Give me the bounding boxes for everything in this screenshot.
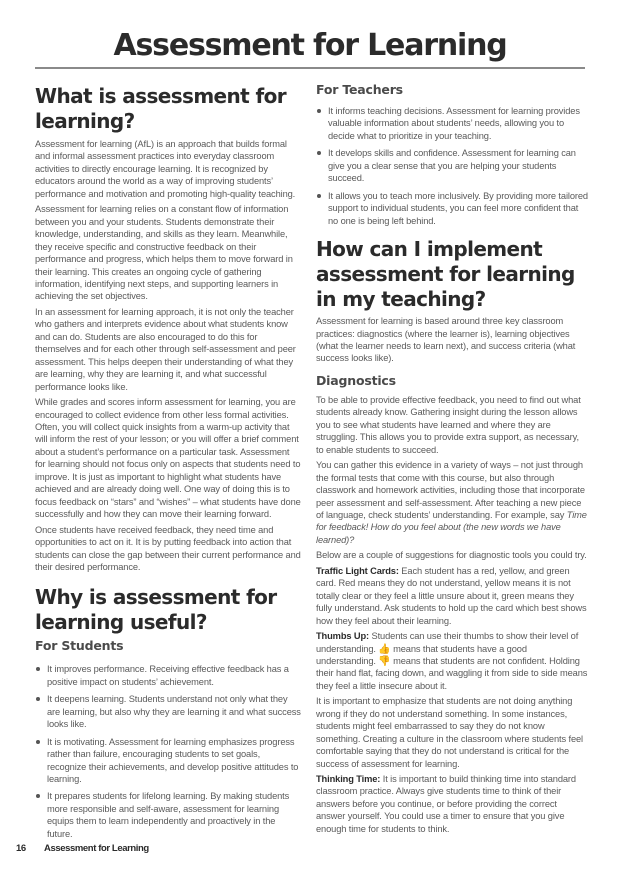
page-footer <box>16 843 149 854</box>
bullet-text: It is motivating. Assessment for learning emphasizes progress rather than failure, encouraging students to set goals, recognize their achievements, and develop positive attitudes to learning. <box>47 736 299 785</box>
diagnostics-paragraph: Below are a couple of suggestions for diagnostic tools you could try. <box>316 550 587 561</box>
thumbs-up-text: means that students have a good understanding. <box>316 643 527 666</box>
thinking-time-paragraph <box>316 773 588 835</box>
thinking-time-term: Thinking Time: <box>316 774 381 785</box>
traffic-light-cards-text: Each student has a red, yellow, and green card. Red means they do not understand, yellow means it is not totally clear or they feel a little unsure about it, green means they fully understand. Ask students to hold up the card which best shows how they feel about their learning. <box>316 565 587 626</box>
thumbs-up-paragraph <box>316 630 588 692</box>
left-column <box>35 84 301 845</box>
diagnostics-paragraph: To be able to provide effective feedback, you need to find out what students already know. Gathering insight during the lesson allows you to see what students have learned and where they are struggling. This allows you to provide extra support, as necessary, to enable students to succeed. <box>316 394 581 455</box>
what-paragraph: Assessment for learning relies on a constant flow of information between you and your students. Students demonstrate their knowledge, understanding, and skills as they learn. Meanwhile, they receive specific and constructive feedback on their performance and progress, which helps them to move forward in their learning. This creates an ongoing cycle of gathering information, identifying next steps, and supporting learners in achieving the set objectives. <box>35 204 293 302</box>
what-paragraph: Once students have received feedback, they need time and opportunities to act on it. It is by putting feedback into action that students can close the gap between their current performance and their desired performance. <box>35 524 301 572</box>
diagnostics-subheading: Diagnostics <box>316 372 396 388</box>
list-item <box>35 790 301 840</box>
diagnostics-text: You can gather this evidence in a variety of ways – not just through the formal tests that come with this course, but also through classwork and homework activities, including those that incorporate peer assessment and self-assessment. After teaching a new piece of language, check students’ understanding. For example, say <box>316 460 585 520</box>
thumbs-up-text: Students can use their thumbs to show their level of understanding. <box>316 631 579 654</box>
list-item <box>316 105 588 142</box>
bullet-text: It develops skills and confidence. Assessment for learning can give you a clear sense that you are helping your students succeed. <box>328 148 576 184</box>
what-paragraph: Assessment for learning (AfL) is an approach that builds formal and informal assessment practices into everyday classroom activities to directly encourage learning. It is recognized by educators around the world as a way of improving students’ performance and motivation and promoting high-quality teaching. <box>35 139 296 199</box>
important-paragraph: It is important to emphasize that students are not doing anything wrong if they do not understand something. In some instances, students might feel embarrassed to say they do not know something. Creating a culture in the classroom where students feel comfortable saying that they do not understand is critical for the success of assessment for learning. <box>316 696 583 769</box>
why-useful-heading: Why is assessment for learning useful? <box>35 585 277 635</box>
page-title: Assessment for Learning <box>113 28 507 63</box>
bullet-text: It improves performance. Receiving effective feedback has a positive impact on students’ achievement. <box>47 664 289 687</box>
for-students-subheading: For Students <box>35 638 124 654</box>
page-number: 16 <box>16 843 26 854</box>
bullet-icon <box>317 194 321 198</box>
feedback-prompt-example: Time for feedback! How do you feel about (the new words we have learned)? <box>316 509 587 545</box>
thumbs-up-term: Thumbs Up: <box>316 631 370 642</box>
list-item <box>35 663 301 688</box>
list-item <box>35 693 301 730</box>
running-title: Assessment for Learning <box>44 843 149 854</box>
traffic-light-cards-paragraph <box>316 565 588 627</box>
students-benefits-list <box>35 663 301 840</box>
list-item <box>35 736 301 786</box>
bullet-icon <box>317 151 321 155</box>
right-column <box>316 82 588 838</box>
bullet-icon <box>36 667 40 671</box>
diagnostics-paragraph <box>316 459 588 546</box>
thumbs-up-icon: 👍 <box>378 643 391 655</box>
list-item <box>316 147 588 184</box>
how-intro-paragraph: Assessment for learning is based around three key classroom practices: diagnostics (where the learner is), learning objectives (what the learner needs to learn next), and success criteria (what success looks like). <box>316 316 576 364</box>
how-implement-heading: How can I implement assessment for learning in my teaching? <box>316 237 575 312</box>
bullet-text: It prepares students for lifelong learning. By making students more responsible and self-aware, assessment for learning equips them to learn independently and proactively in the future. <box>47 791 290 839</box>
bullet-text: It informs teaching decisions. Assessment for learning provides valuable information about students’ needs, allowing you to decide what to prioritize in your teaching. <box>328 106 580 141</box>
bullet-icon <box>36 740 40 744</box>
what-paragraph: While grades and scores inform assessment for learning, you are encouraged to collect evidence from other less formal activities. Often, you will collect quick insights from a warm-up activity that will inform the rest of your lesson; or you will offer a brief comment about a student’s performance on a particular task. Assessment for learning should not focus only on aspects that students need to improve. It is just as important to highlight what students have achieved and are already doing well. One way of doing this is to focus feedback on “stars” and “wishes” – what students have done successfully and how they can move their learning forward. <box>35 397 301 520</box>
teachers-benefits-list <box>316 105 588 227</box>
thumbs-down-icon: 👎 <box>378 655 391 667</box>
traffic-light-cards-term: Traffic Light Cards: <box>316 565 399 576</box>
thinking-time-text: It is important to build thinking time into standard classroom practice. Always give students time to think of their answers before you continue, or before providing the correct answer yourself. You could use a timer to ensure that you give enough time for students to think. <box>316 774 576 834</box>
bullet-text: It allows you to teach more inclusively. By providing more tailored support to individual students, you can feel more confident that no one is being left behind. <box>328 190 588 226</box>
bullet-icon <box>36 794 40 798</box>
what-is-afl-heading: What is assessment for learning? <box>35 84 286 133</box>
what-paragraph: In an assessment for learning approach, it is not only the teacher who gathers and interprets evidence about what students know and can do. Students are also encouraged to do this for themselves and for each other through self-assessment and peer assessment. This helps deepen their understanding of what they are learning, why they are learning it, and what successful performance looks like. <box>35 306 296 392</box>
bullet-icon <box>36 697 40 701</box>
title-divider <box>35 67 585 69</box>
list-item <box>316 190 588 227</box>
thumbs-up-text: means that students are not confident. Holding their hand flat, facing down, and waggling it from side to side means they feel a little insecure about it. <box>316 655 588 691</box>
for-teachers-subheading: For Teachers <box>316 82 403 97</box>
bullet-text: It deepens learning. Students understand not only what they are learning, but also why they are learning it and what success looks like. <box>47 694 301 730</box>
bullet-icon <box>317 109 321 113</box>
